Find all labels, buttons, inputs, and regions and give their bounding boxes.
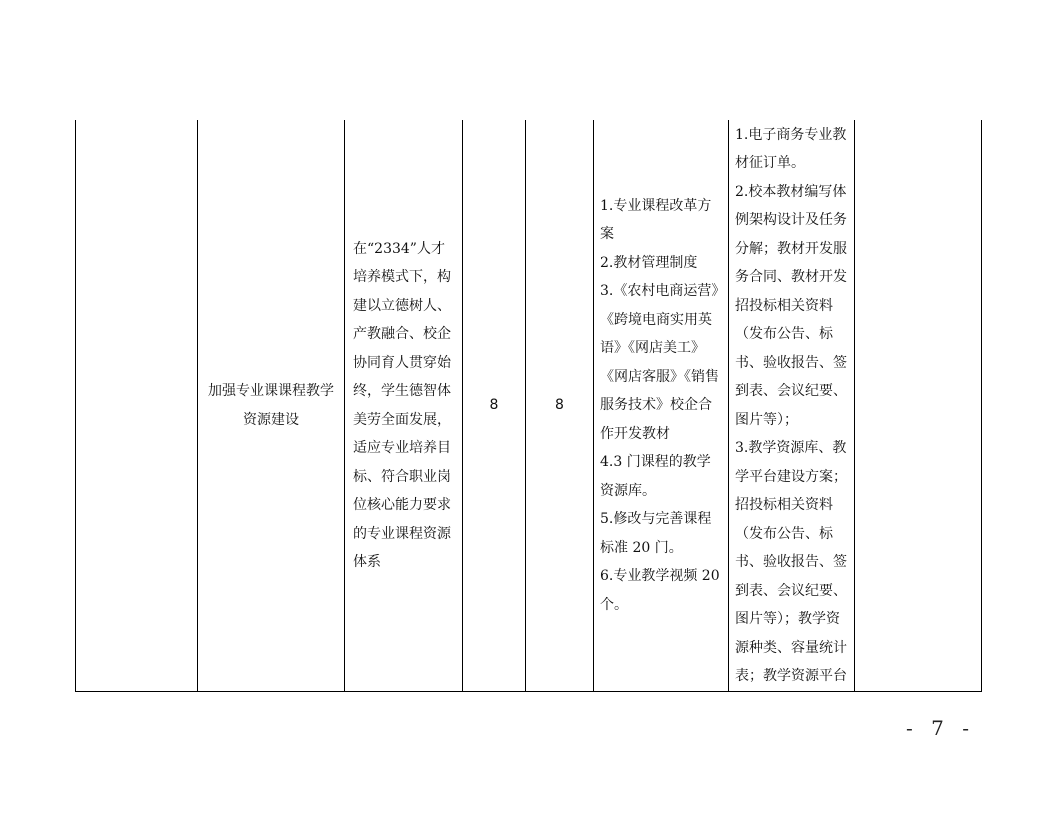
evidence-list xyxy=(729,121,854,691)
empty-notes-cell xyxy=(855,120,982,692)
evidence-item: 1.电子商务专业教材征订单。 xyxy=(735,126,847,171)
evidence-item: 3.教学资源库、教学平台建设方案；招投标相关资料（发布公告、标书、验收报告、签到表、会议纪要、图片等）；教学资源种类、容量统计表；教学资源平台 xyxy=(735,440,847,684)
goal-cell xyxy=(345,120,463,692)
outcome-item: 1.专业课程改革方案 xyxy=(600,197,712,243)
outcome-item: 6.专业教学视频 20 个。 xyxy=(600,568,720,613)
goal-text: 在“2334”人才培养模式下，构建以立德树人、产教融合、校企协同育人贯穿始终，学生德智体美劳全面发展，适应专业培养目标、符合职业岗位核心能力要求的专业课程资源体系 xyxy=(353,240,451,570)
outcomes-list xyxy=(594,192,728,620)
outcome-item: 3.《农村电商运营》《跨境电商实用英语》《网店美工》《网店客服》《销售服务技术》校企合作开发教材 xyxy=(600,283,719,442)
value-cell-b: 8 xyxy=(526,120,594,692)
task-cell xyxy=(198,120,345,692)
task-text: 加强专业课课程教学资源建设 xyxy=(208,383,334,428)
page-number: - 7 - xyxy=(906,716,975,740)
outcome-item: 4.3 门课程的教学资源库。 xyxy=(600,454,711,499)
outcomes-cell xyxy=(594,120,729,692)
table-row xyxy=(76,120,982,692)
value-cell-a: 8 xyxy=(463,120,526,692)
outcome-item: 2.教材管理制度 xyxy=(600,254,698,271)
outcome-item: 5.修改与完善课程标准 20 门。 xyxy=(600,511,712,556)
evidence-item: 2.校本教材编写体例架构设计及任务分解；教材开发服务合同、教材开发招投标相关资料（发布公告、标书、验收报告、签到表、会议纪要、图片等）； xyxy=(735,183,847,428)
empty-category-cell xyxy=(76,120,198,692)
evidence-cell xyxy=(729,120,855,692)
task-table xyxy=(75,120,982,692)
